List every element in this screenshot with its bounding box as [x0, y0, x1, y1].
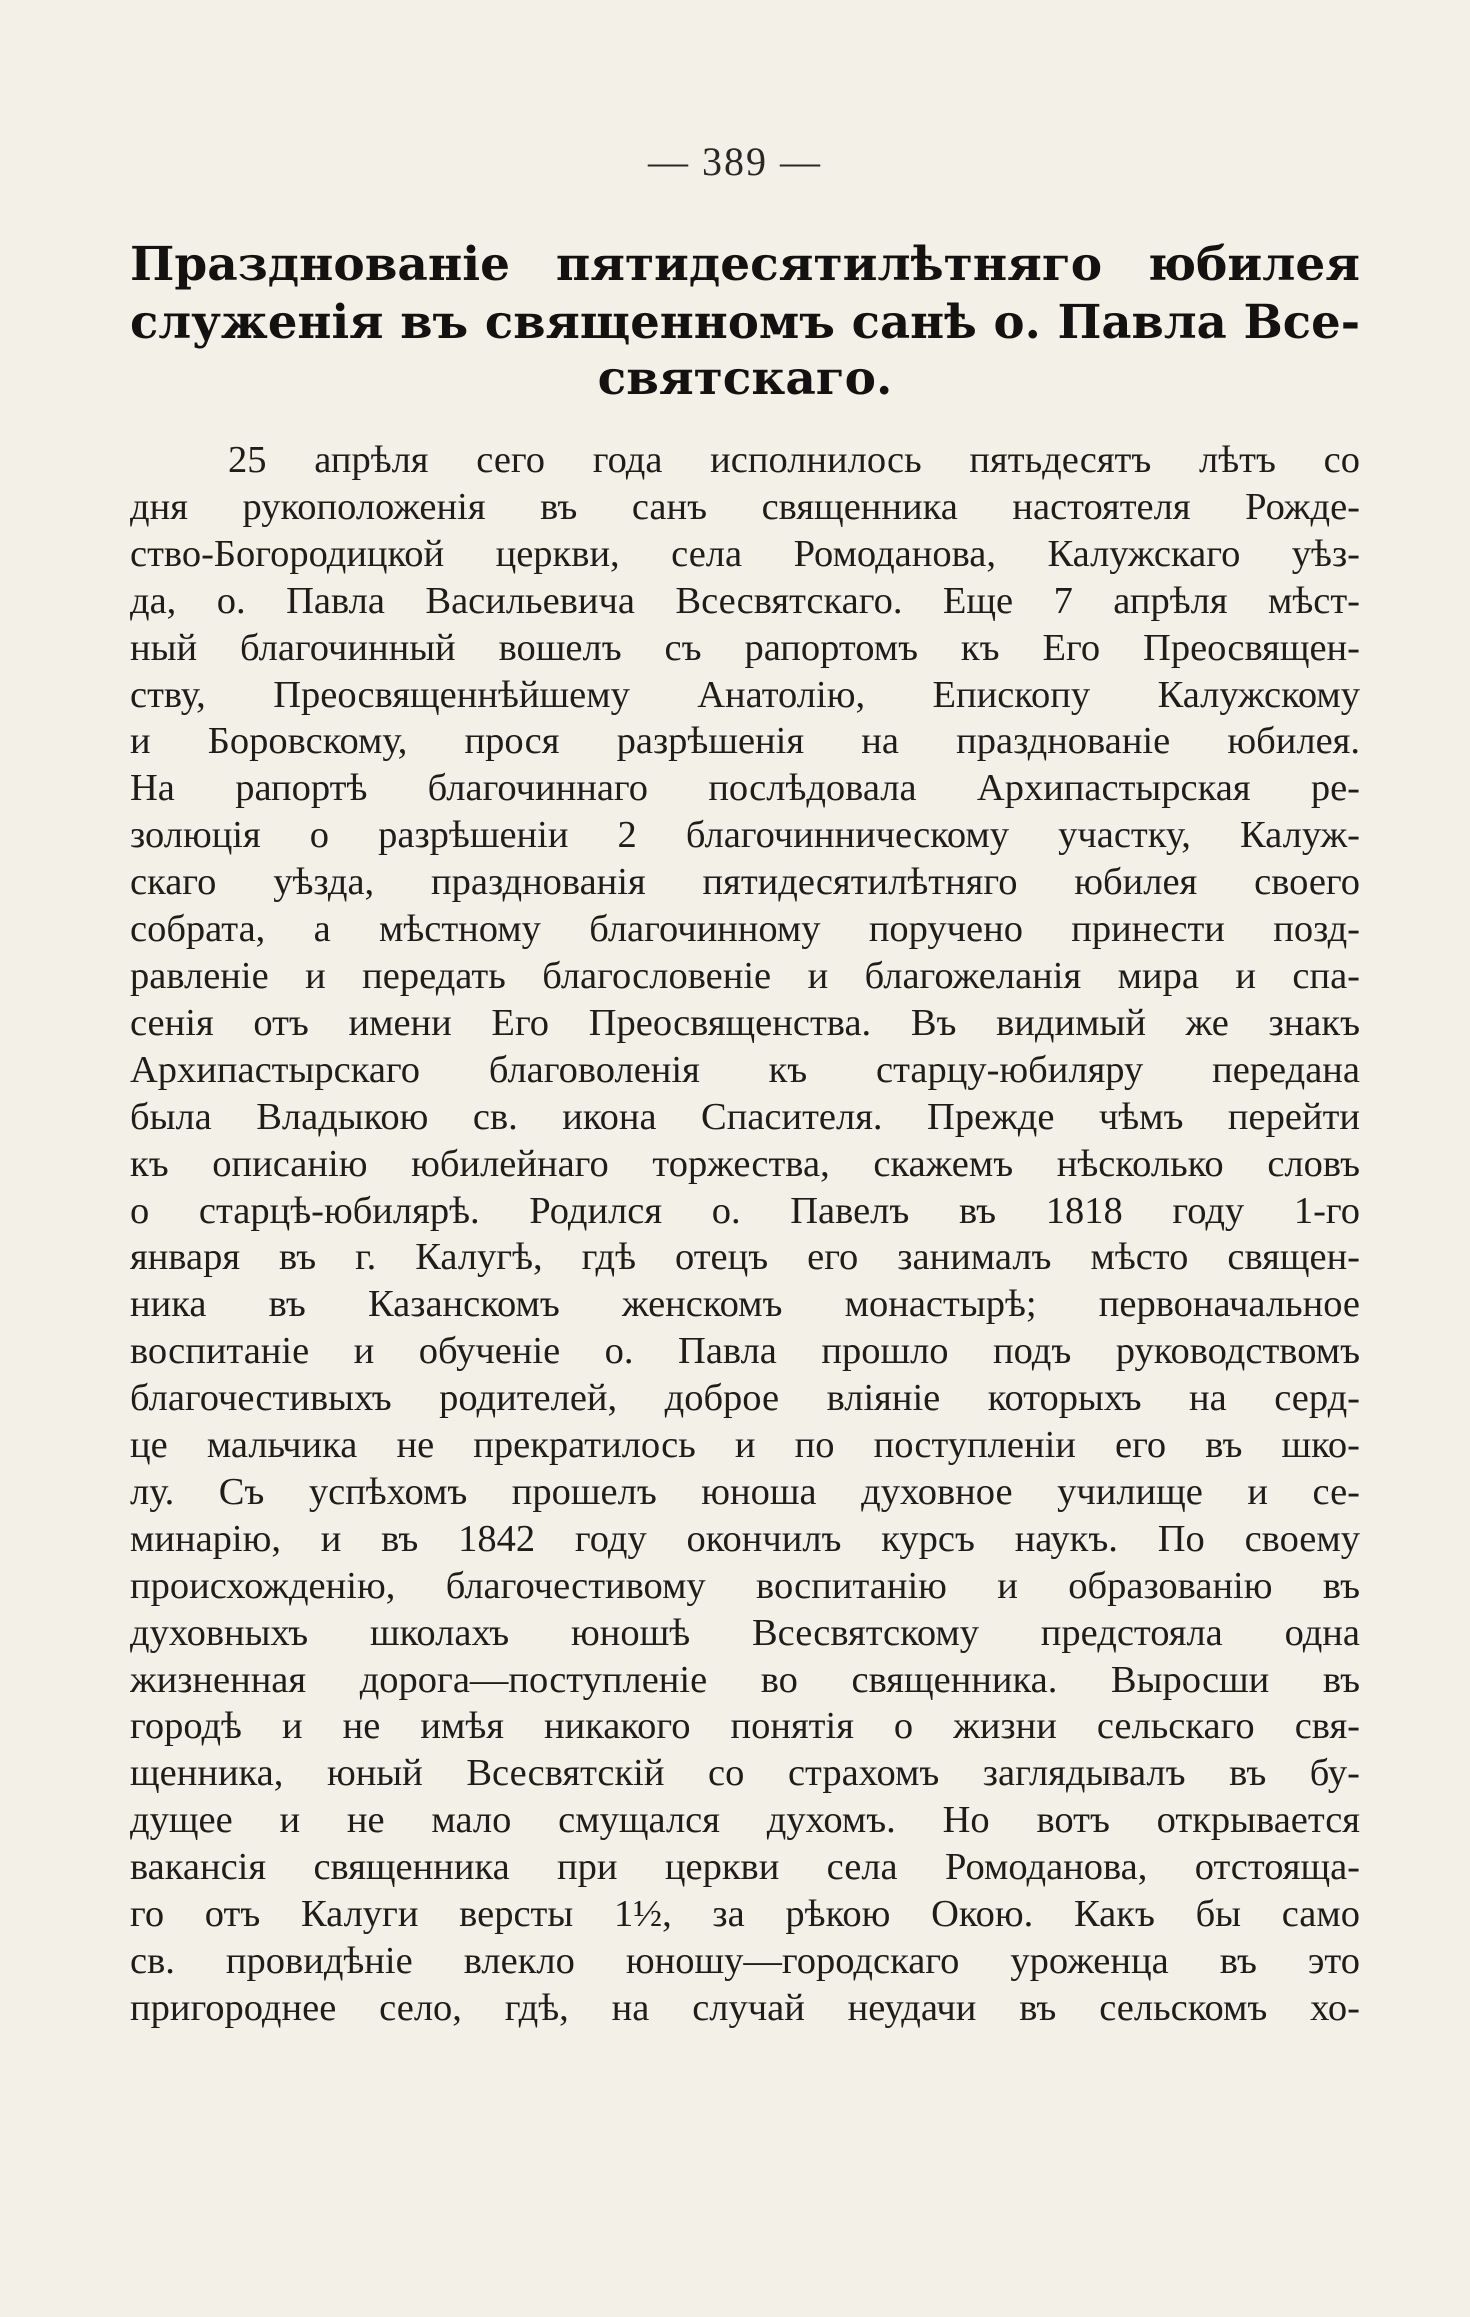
body-line: собрата, а мѣстному благочинному поручено принести позд- — [130, 908, 1360, 951]
body-line: золюція о разрѣшеніи 2 благочинническому участку, Калуж- — [130, 814, 1360, 857]
title-line: Празднованіе пятидесятилѣтняго юбилея — [130, 237, 1360, 292]
body-line: ство-Богородицкой церкви, села Ромоданова, Калужскаго уѣз- — [130, 532, 1360, 575]
body-line: городѣ и не имѣя никакого понятія о жизни сельскаго свя- — [130, 1705, 1360, 1748]
body-line: о старцѣ-юбилярѣ. Родился о. Павелъ въ 1818 году 1-го — [130, 1189, 1360, 1232]
body-line: воспитаніе и обученіе о. Павла прошло подъ руководствомъ — [130, 1330, 1360, 1373]
title-line: святскаго. — [597, 351, 893, 406]
body-line: ника въ Казанскомъ женскомъ монастырѣ; первоначальное — [130, 1283, 1360, 1326]
body-line: равленіе и передать благословеніе и благожеланія мира и спа- — [130, 954, 1360, 997]
article-body — [130, 437, 1360, 2032]
body-line: це мальчика не прекратилось и по поступленіи его въ шко- — [130, 1424, 1360, 1467]
body-line: 25 апрѣля сего года исполнилось пятьдесятъ лѣтъ со — [228, 439, 1360, 481]
body-line: Архипастырскаго благоволенія къ старцу-юбиляру передана — [130, 1048, 1360, 1091]
body-line: щенника, юный Всесвятскій со страхомъ заглядывалъ въ бу- — [130, 1752, 1360, 1795]
body-line: жизненная дорога—поступленіе во священника. Выросши въ — [130, 1658, 1360, 1701]
body-line: го отъ Калуги версты 1½, за рѣкою Окою. Какъ бы само — [130, 1893, 1360, 1936]
body-line: дущее и не мало смущался духомъ. Но вотъ открывается — [130, 1799, 1360, 1842]
body-line: вакансія священника при церкви села Ромоданова, отстоящa- — [130, 1846, 1360, 1889]
article-title — [130, 236, 1360, 407]
body-line: ный благочинный вошелъ съ рапортомъ къ Его Преосвящен- — [130, 626, 1360, 669]
body-line: была Владыкою св. икона Спасителя. Прежде чѣмъ перейти — [130, 1095, 1360, 1138]
body-line: января въ г. Калугѣ, гдѣ отецъ его занималъ мѣсто священ- — [130, 1236, 1360, 1279]
body-line: лу. Съ успѣхомъ прошелъ юноша духовное училище и се- — [130, 1470, 1360, 1513]
page-number: — 389 — — [648, 139, 822, 184]
body-line: ству, Преосвященнѣйшему Анатолію, Епископу Калужскому — [130, 673, 1360, 716]
body-line: и Боровскому, прося разрѣшенія на празднованіе юбилея. — [130, 720, 1360, 763]
body-line: дня рукоположенія въ санъ священника настоятеля Рожде- — [130, 485, 1360, 528]
body-line: духовныхъ школахъ юношѣ Всесвятскому предстояла одна — [130, 1611, 1360, 1654]
body-line: благочестивыхъ родителей, доброе вліяніе которыхъ на серд- — [130, 1377, 1360, 1420]
title-line: служенія въ священномъ санѣ о. Павла Все- — [130, 294, 1360, 349]
body-line: пригороднее село, гдѣ, на случай неудачи въ сельскомъ хо- — [130, 1986, 1360, 2029]
body-line: происхожденію, благочестивому воспитанію и образованію въ — [130, 1564, 1360, 1607]
body-line: На рапортѣ благочиннаго послѣдовала Архипастырская ре- — [130, 767, 1360, 810]
body-line: скаго уѣзда, празднованія пятидесятилѣтняго юбилея своего — [130, 861, 1360, 904]
body-line: да, о. Павла Васильевича Всесвятскаго. Еще 7 апрѣля мѣст- — [130, 579, 1360, 622]
body-line: къ описанію юбилейнаго торжества, скажемъ нѣсколько словъ — [130, 1142, 1360, 1185]
body-line: минарію, и въ 1842 году окончилъ курсъ наукъ. По своему — [130, 1517, 1360, 1560]
body-line: сенія отъ имени Его Преосвященства. Въ видимый же знакъ — [130, 1001, 1360, 1044]
body-line: св. провидѣніе влекло юношу—городскаго уроженца въ это — [130, 1940, 1360, 1982]
